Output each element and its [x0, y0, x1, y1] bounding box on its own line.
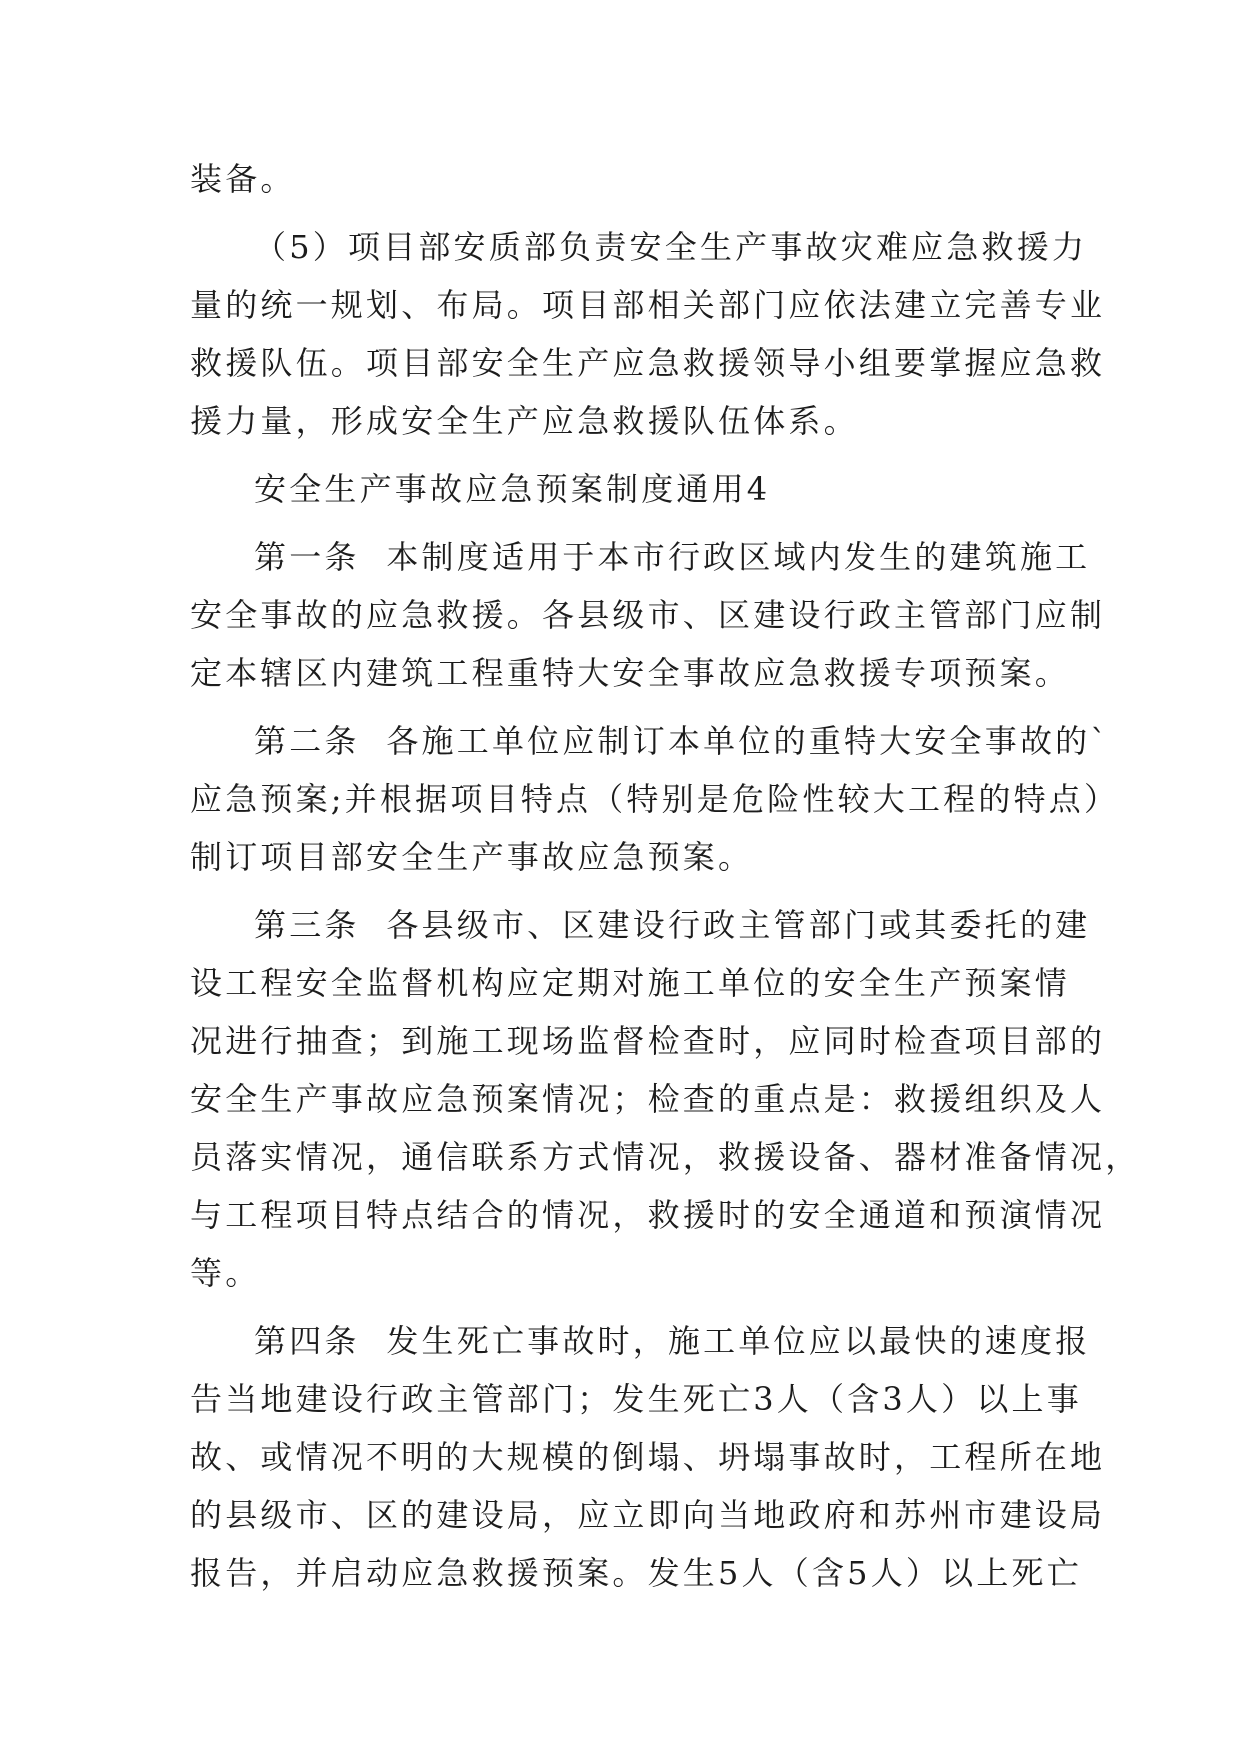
paragraph-continuation [190, 150, 1050, 208]
text-line: 故、或情况不明的大规模的倒塌、坍塌事故时，工程所在地 [190, 1438, 1106, 1476]
text-line: 应急预案;并根据项目特点（特别是危险性较大工程的特点） [190, 780, 1120, 818]
article-3 [190, 896, 1141, 1302]
text-line: 况进行抽查；到施工现场监督检查时，应同时检查项目部的 [190, 1022, 1106, 1060]
text-line: 安全生产事故应急预案制度通用4 [254, 470, 771, 508]
text-line: 设工程安全监督机构应定期对施工单位的安全生产预案情 [190, 964, 1071, 1002]
article-2 [190, 712, 1120, 886]
text-line: 安全事故的应急救援。各县级市、区建设行政主管部门应制 [190, 596, 1106, 634]
text-line: 告当地建设行政主管部门；发生死亡3人（含3人）以上事 [190, 1380, 1082, 1418]
text-line: 第一条 本制度适用于本市行政区域内发生的建筑施工 [254, 538, 1091, 576]
document-body [190, 150, 1141, 1602]
text-line: 援力量，形成安全生产应急救援队伍体系。 [190, 402, 859, 440]
text-line: 报告，并启动应急救援预案。发生5人（含5人）以上死亡 [190, 1554, 1082, 1592]
text-line: 第二条 各施工单位应制订本单位的重特大安全事故的` [254, 722, 1110, 760]
text-line: 与工程项目特点结合的情况，救援时的安全通道和预演情况 [190, 1196, 1106, 1234]
text-line: 救援队伍。项目部安全生产应急救援领导小组要掌握应急救 [190, 344, 1106, 382]
text-line: 定本辖区内建筑工程重特大安全事故应急救援专项预案。 [190, 654, 1071, 692]
text-line: 安全生产事故应急预案情况；检查的重点是：救援组织及人 [190, 1080, 1106, 1118]
article-1 [190, 528, 1106, 702]
text-line: （5）项目部安质部负责安全生产事故灾难应急救援力 [254, 228, 1088, 266]
text-line: 等。 [190, 1254, 261, 1292]
section-heading [190, 460, 1050, 518]
article-4 [190, 1312, 1106, 1602]
text-line: 制订项目部安全生产事故应急预案。 [190, 838, 754, 876]
text-line: 员落实情况，通信联系方式情况，救援设备、器材准备情况， [190, 1138, 1141, 1176]
text-line: 第三条 各县级市、区建设行政主管部门或其委托的建 [254, 906, 1091, 944]
paragraph-item-5 [190, 218, 1106, 450]
text-line: 的县级市、区的建设局，应立即向当地政府和苏州市建设局 [190, 1496, 1106, 1534]
text-line: 量的统一规划、布局。项目部相关部门应依法建立完善专业 [190, 286, 1106, 324]
text-line: 装备。 [190, 160, 296, 198]
text-line: 第四条 发生死亡事故时，施工单位应以最快的速度报 [254, 1322, 1091, 1360]
